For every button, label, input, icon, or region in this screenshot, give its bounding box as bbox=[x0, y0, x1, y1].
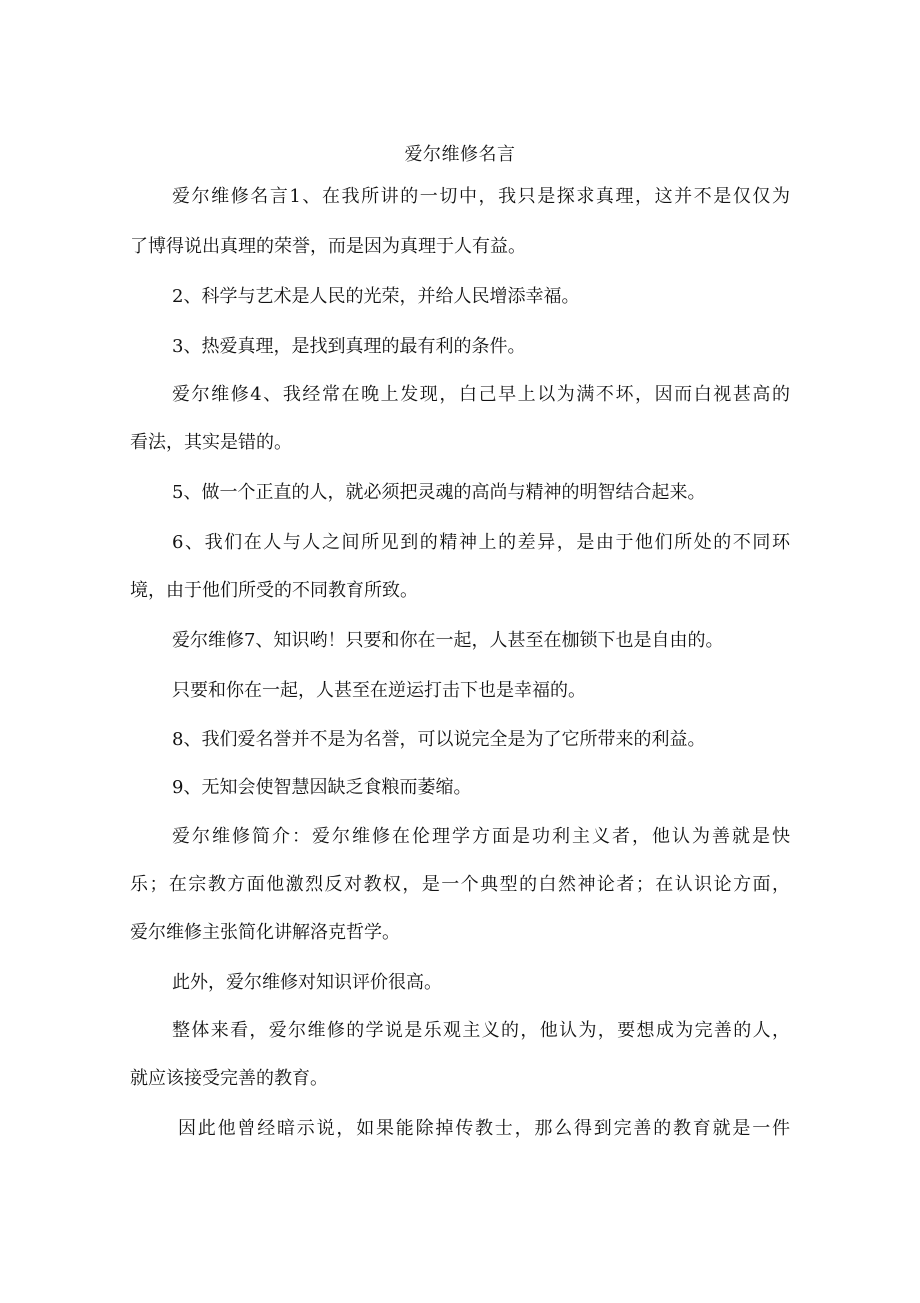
text-line: 爱尔维修简介：爱尔维修在伦理学方面是功利主义者，他认为善就是快 bbox=[172, 826, 790, 847]
text-line: 只要和你在一起，人甚至在逆运打击下也是幸福的。 bbox=[172, 680, 586, 701]
text-line: 境，由于他们所受的不同教育所致。 bbox=[130, 580, 418, 601]
text-line: 爱尔维修7、知识哟！只要和你在一起，人甚至在枷锁下也是自由的。 bbox=[172, 630, 724, 651]
text-line: 此外，爱尔维修对知识评价很高。 bbox=[172, 972, 442, 993]
text-line: 整体来看，爱尔维修的学说是乐观主义的，他认为，要想成为完善的人， bbox=[172, 1020, 790, 1041]
text-line: 爱尔维修名言1、在我所讲的一切中，我只是探求真理，这并不是仅仅为 bbox=[172, 186, 790, 207]
text-line: 了博得说出真理的荣誉，而是因为真理于人有益。 bbox=[130, 236, 526, 257]
text-line: 2、科学与艺术是人民的光荣，并给人民增添幸福。 bbox=[172, 286, 580, 307]
text-line: 8、我们爱名誉并不是为名誉，可以说完全是为了它所带来的利益。 bbox=[172, 729, 706, 750]
text-line: 爱尔维修主张简化讲解洛克哲学。 bbox=[130, 922, 400, 943]
text-line: 因此他曾经暗示说，如果能除掉传教士，那么得到完善的教育就是一件 bbox=[178, 1118, 790, 1139]
text-line: 3、热爱真理，是找到真理的最有利的条件。 bbox=[172, 336, 526, 357]
text-line: 9、无知会使智慧因缺乏食粮而萎缩。 bbox=[172, 777, 472, 798]
text-line: 爱尔维修4、我经常在晚上发现，白己早上以为满不坏，因而白视甚高的 bbox=[172, 384, 790, 405]
text-line: 看法，其实是错的。 bbox=[130, 432, 292, 453]
text-line: 5、做一个正直的人，就必须把灵魂的高尚与精神的明智结合起来。 bbox=[172, 482, 706, 503]
page-title: 爱尔维修名言 bbox=[404, 144, 516, 165]
text-line: 6、我们在人与人之间所见到的精神上的差异，是由于他们所处的不同环 bbox=[172, 532, 790, 553]
text-line: 就应该接受完善的教育。 bbox=[130, 1068, 328, 1089]
text-line: 乐；在宗教方面他激烈反对教权，是一个典型的白然神论者；在认识论方面， bbox=[130, 874, 790, 895]
